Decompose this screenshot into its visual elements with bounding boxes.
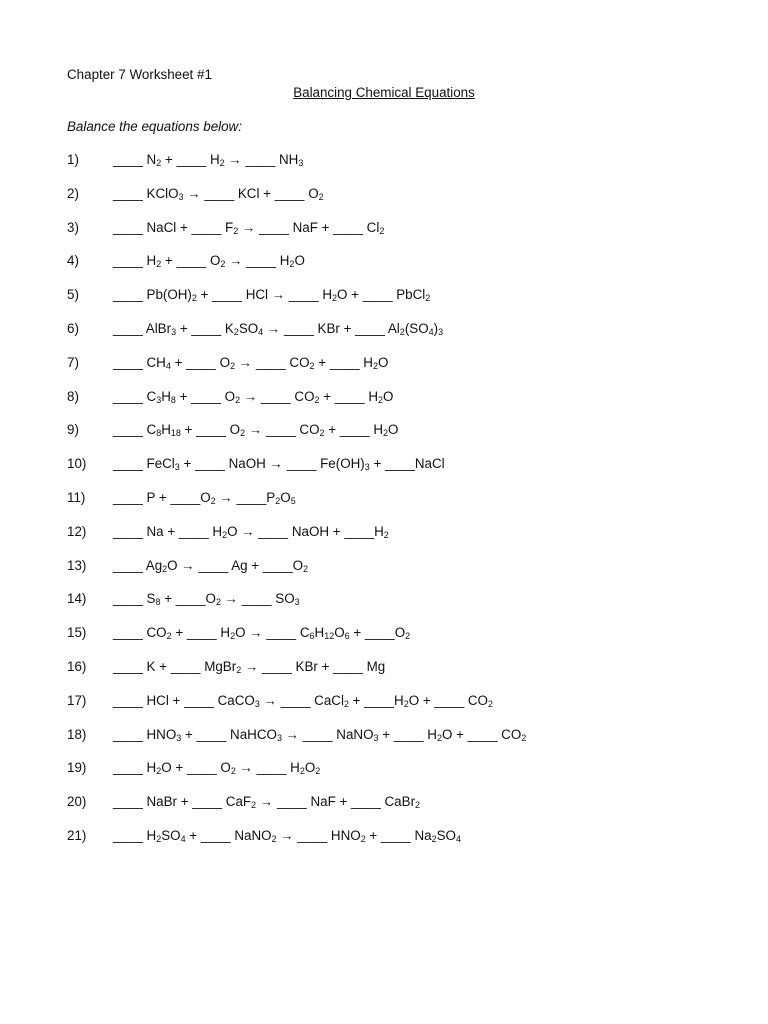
- equation-expression: ____ $CO_2$ + ____ $H_2O$ → ____ $C_6H_{12}O_6$ + $\_\_\_\_O_2$: [113, 625, 411, 642]
- equation-expression: ____ $H_2SO_4$ + ____ NaNO$_2$ → ____ $HNO_2$ + ____ $Na_2SO_4$: [113, 827, 461, 844]
- equation-number: 18): [67, 726, 87, 742]
- equation-row: [0, 152, 768, 186]
- equation-expression: ____ $N_2$ + ____ $H_2$ → ____ $NH_3$: [113, 152, 304, 168]
- equation-row: [0, 321, 768, 355]
- equation-row: [0, 389, 768, 423]
- equation-expression: ____ $HNO_3$ + ____ NaHCO$_3$ → ____ NaNO$_3$ + ____ $H_2O$ + ____ $CO_2$: [113, 726, 527, 743]
- equation-number: 2): [67, 185, 79, 201]
- equation-row: [0, 828, 768, 862]
- equation-expression: ____ $S_8$ + $\_\_\_\_O_2$ → ____ $SO_3$: [113, 591, 300, 608]
- equation-expression: ____ KClO$_3$ → ____ KCl + ____ $O_2$: [113, 185, 324, 202]
- equation-expression: ____ $Pb(OH)_2$ + ____ HCl → ____ $H_2O$ + ____ PbCl$_2$: [113, 287, 431, 304]
- equation-list: [0, 152, 768, 862]
- equation-expression: ____ $P + \_\_\_\_O_2$ → $\_\_\_\_P_2O_5$: [113, 489, 296, 506]
- equation-number: 3): [67, 219, 79, 235]
- equation-number: 10): [67, 456, 87, 472]
- equation-number: 5): [67, 287, 79, 303]
- equation-expression: ____ $Ag_2O$ → ____ $Ag + \_\_\_\_O_2$: [113, 557, 309, 574]
- equation-number: 6): [67, 320, 79, 336]
- equation-expression: ____ NaBr + ____ CaF$_2$ → ____ NaF + ____ CaBr$_2$: [113, 794, 421, 811]
- equation-expression: ____ Na + ____ $H_2O$ → ____ NaOH + $\_\_\_\_H_2$: [113, 523, 389, 540]
- equation-number: 14): [67, 591, 87, 607]
- equation-row: [0, 727, 768, 761]
- equation-number: 8): [67, 388, 79, 404]
- equation-row: [0, 558, 768, 592]
- equation-expression: ____ HCl + ____ CaCO$_3$ → ____ CaCl$_2$ + $\_\_\_\_H_2O$ + ____ $CO_2$: [113, 692, 493, 709]
- equation-number: 9): [67, 422, 79, 438]
- equation-number: 13): [67, 557, 87, 573]
- equation-row: [0, 794, 768, 828]
- equation-row: [0, 456, 768, 490]
- equation-row: [0, 693, 768, 727]
- equation-number: 7): [67, 354, 79, 370]
- equation-row: [0, 625, 768, 659]
- equation-row: [0, 253, 768, 287]
- equation-expression: ____ K + ____ MgBr$_2$ → ____ KBr + ____ Mg: [113, 658, 386, 675]
- equation-number: 17): [67, 692, 87, 708]
- equation-expression: ____ $CH_4$ + ____ $O_2$ → ____ $CO_2$ + ____ $H_2O$: [113, 354, 389, 371]
- equation-number: 20): [67, 794, 87, 810]
- equation-row: [0, 524, 768, 558]
- equation-row: [0, 591, 768, 625]
- equation-row: [0, 186, 768, 220]
- equation-row: [0, 355, 768, 389]
- equation-expression: ____ NaCl + ____ $F_2$ → ____ NaF + ____ $Cl_2$: [113, 219, 385, 236]
- equation-expression: ____ $H_2$ + ____ $O_2$ → ____ $H_2O$: [113, 253, 305, 270]
- equation-number: 11): [67, 489, 86, 505]
- equation-row: [0, 287, 768, 321]
- equation-expression: ____ FeCl$_3$ + ____ NaOH → ____ $Fe(OH)_3$ + ____NaCl: [113, 456, 445, 473]
- equation-expression: ____ $C_8H_{18}$ + ____ $O_2$ → ____ $CO_2$ + ____ $H_2O$: [113, 422, 399, 439]
- equation-expression: ____ $H_2O$ + ____ $O_2$ → ____ $H_2O_2$: [113, 760, 321, 777]
- worksheet-title: Balancing Chemical Equations: [293, 85, 475, 100]
- equation-row: [0, 422, 768, 456]
- equation-number: 1): [67, 152, 79, 167]
- equation-expression: ____ $C_3H_8$ + ____ $O_2$ → ____ $CO_2$ + ____ $H_2O$: [113, 388, 394, 405]
- equation-number: 12): [67, 523, 87, 539]
- equation-number: 15): [67, 625, 87, 641]
- equation-row: [0, 659, 768, 693]
- equation-expression: ____ AlBr$_3$ + ____ $K_2SO_4$ → ____ KBr + ____ $Al_2(SO_4)_3$: [113, 320, 444, 337]
- equation-number: 21): [67, 827, 87, 843]
- equation-number: 16): [67, 658, 87, 674]
- instructions: Balance the equations below:: [67, 119, 242, 134]
- equation-number: 4): [67, 253, 79, 269]
- equation-row: [0, 220, 768, 254]
- equation-number: 19): [67, 760, 87, 776]
- equation-row: [0, 490, 768, 524]
- equation-row: [0, 760, 768, 794]
- worksheet-header: Chapter 7 Worksheet #1: [67, 67, 212, 82]
